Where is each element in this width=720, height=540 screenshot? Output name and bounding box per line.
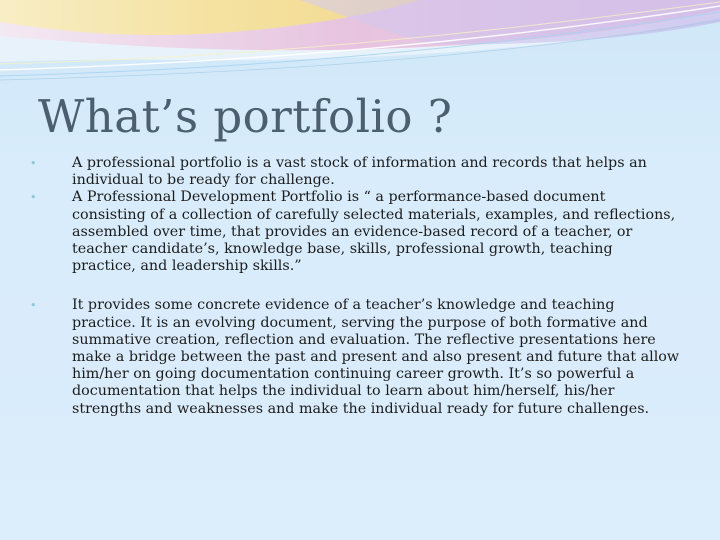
slide-title: What’s portfolio ? [38, 90, 453, 143]
bullet-text: It provides some concrete evidence of a teacher’s knowledge and teaching practice. It is an evolving document, serving the purpose of both formative and summative creation, reflection and evaluation. The reflective presentations here make a bridge between the past and present and also present and future that allow him/her on going documentation continuing career growth. It’s so powerful a documentation that helps the individual to learn about him/herself, his/her strengths and weaknesses and make the individual ready for future challenges. [72, 297, 680, 417]
bullet-item [30, 155, 680, 189]
bullet-text: A professional portfolio is a vast stock of information and records that helps an individual to be ready for challenge. [72, 155, 647, 189]
bullet-marker-icon: • [30, 157, 37, 170]
bullet-list [30, 155, 680, 418]
bullet-item [30, 189, 680, 275]
bullet-marker-icon: • [30, 191, 37, 205]
bullet-text: A Professional Development Portfolio is “ a performance-based document consisting of a collection of carefully selected materials, examples, and reflections, assembled over time, that provides an evidence-based record of a teacher, or teacher candidate’s, knowledge base, skills, professional growth, teaching practice, and leadership skills.” [72, 189, 676, 275]
bullet-item [30, 297, 680, 417]
bullet-marker-icon: • [30, 299, 37, 313]
bullet-gap [30, 275, 680, 297]
